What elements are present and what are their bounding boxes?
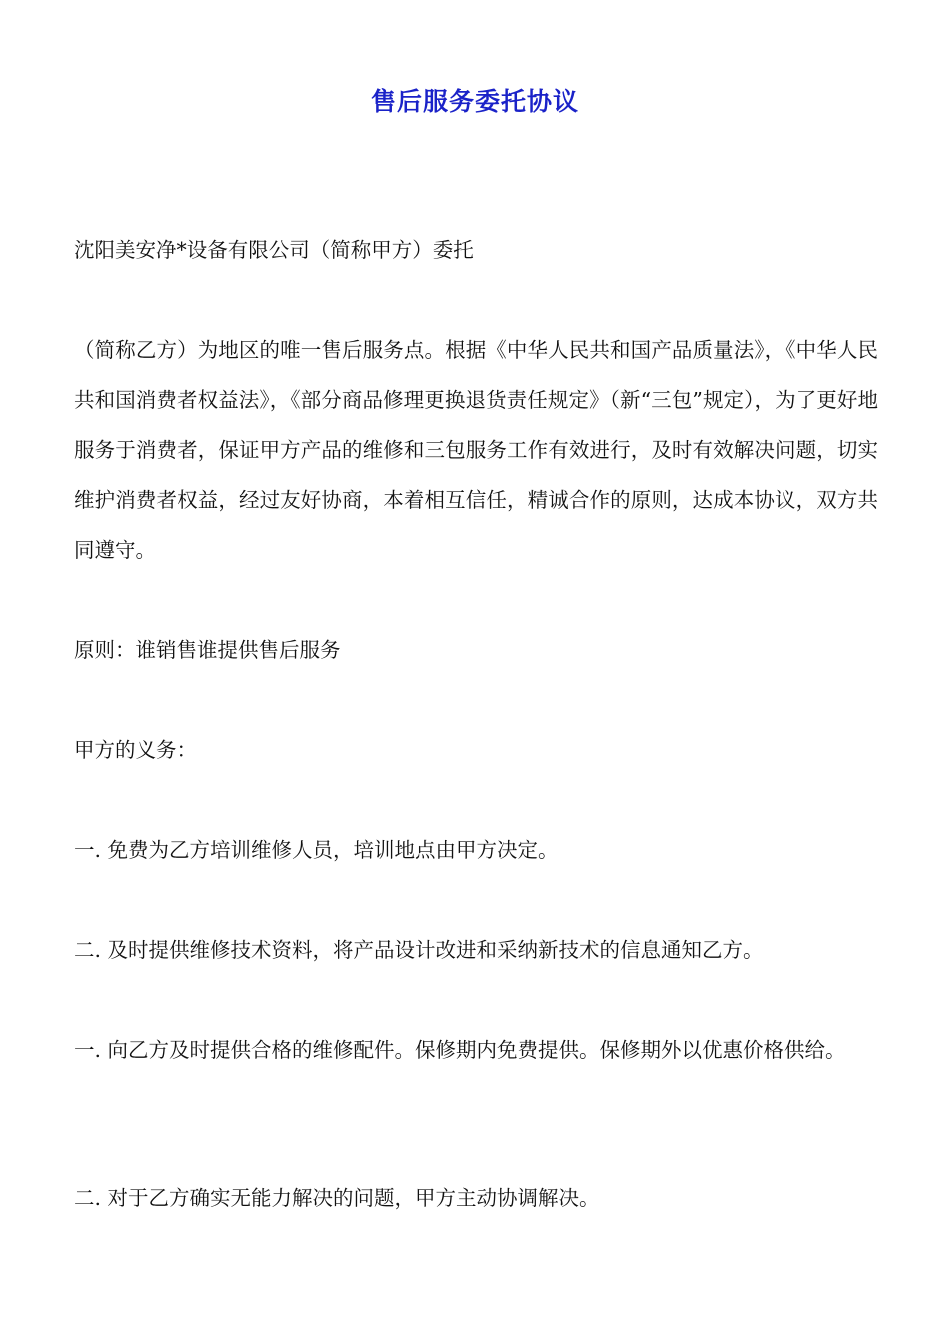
paragraph-obligation-technical-data: 二. 及时提供维修技术资料，将产品设计改进和采纳新技术的信息通知乙方。 <box>74 938 764 962</box>
paragraph-obligation-spare-parts: 一. 向乙方及时提供合格的维修配件。保修期内免费提供。保修期外以优惠价格供给。 <box>74 1038 846 1062</box>
paragraph-obligation-coordination: 二. 对于乙方确实无能力解决的问题，甲方主动协调解决。 <box>74 1186 600 1210</box>
paragraph-preamble: （简称乙方）为地区的唯一售后服务点。根据《中华人民共和国产品质量法》，《中华人民共和国消费者权益法》，《部分商品修理更换退货责任规定》（新“三包”规定），为了更好地服务于消费者，保证甲方产品的维修和三包服务工作有效进行，及时有效解决问题，切实维护消费者权益，经过友好协商，本着相互信任，精诚合作的原则，达成本协议，双方共同遵守。 <box>74 338 878 562</box>
document-title: 售后服务委托协议 <box>370 87 579 116</box>
paragraph-obligation-training: 一. 免费为乙方培训维修人员，培训地点由甲方决定。 <box>74 838 559 862</box>
paragraph-party-a-obligations-heading: 甲方的义务： <box>74 738 197 762</box>
paragraph-principle: 原则：谁销售谁提供售后服务 <box>74 638 341 662</box>
paragraph-entrusting-party: 沈阳美安净*设备有限公司（简称甲方）委托 <box>74 238 474 262</box>
